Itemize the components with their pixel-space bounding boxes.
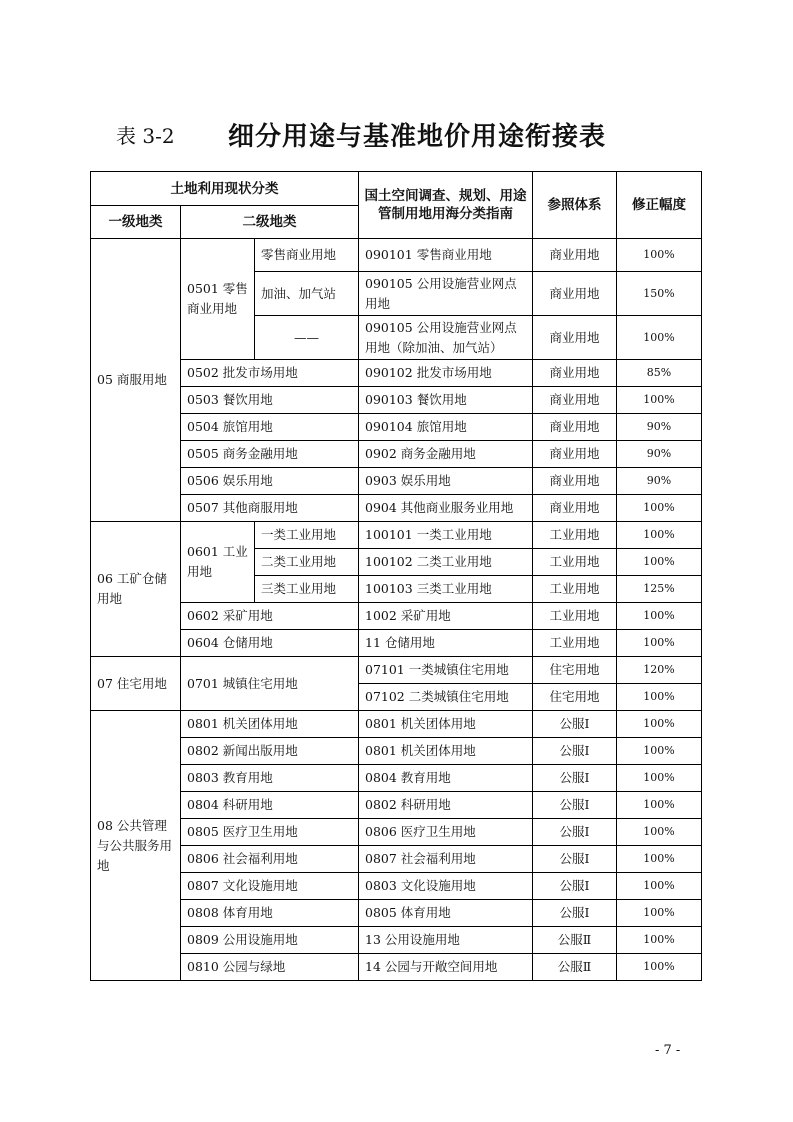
reference-cell: 商业用地 — [533, 495, 617, 522]
correction-cell: 125% — [617, 576, 702, 603]
header-correction: 修正幅度 — [617, 172, 702, 239]
guide-cell: 0805 体育用地 — [359, 900, 533, 927]
level2-cell: 0805 医疗卫生用地 — [181, 819, 359, 846]
level3-cell: —— — [255, 316, 359, 360]
level2-cell: 0807 文化设施用地 — [181, 873, 359, 900]
header-guide: 国土空间调查、规划、用途管制用地用海分类指南 — [359, 172, 533, 239]
reference-cell: 公服Ⅰ — [533, 738, 617, 765]
guide-cell: 14 公园与开敞空间用地 — [359, 954, 533, 981]
correction-cell: 100% — [617, 495, 702, 522]
header-level2: 二级地类 — [181, 206, 359, 239]
reference-cell: 住宅用地 — [533, 657, 617, 684]
guide-cell: 0802 科研用地 — [359, 792, 533, 819]
reference-cell: 工业用地 — [533, 630, 617, 657]
reference-cell: 公服Ⅰ — [533, 711, 617, 738]
correction-cell: 90% — [617, 468, 702, 495]
correction-cell: 100% — [617, 522, 702, 549]
guide-cell: 0806 医疗卫生用地 — [359, 819, 533, 846]
reference-cell: 公服Ⅱ — [533, 954, 617, 981]
correction-cell: 150% — [617, 272, 702, 316]
guide-cell: 0801 机关团体用地 — [359, 711, 533, 738]
level2-cell: 0810 公园与绿地 — [181, 954, 359, 981]
guide-cell: 07102 二类城镇住宅用地 — [359, 684, 533, 711]
reference-cell: 工业用地 — [533, 522, 617, 549]
level2-cell: 0505 商务金融用地 — [181, 441, 359, 468]
level3-cell: 二类工业用地 — [255, 549, 359, 576]
correction-cell: 90% — [617, 441, 702, 468]
correction-cell: 100% — [617, 765, 702, 792]
guide-cell: 090104 旅馆用地 — [359, 414, 533, 441]
reference-cell: 商业用地 — [533, 441, 617, 468]
reference-cell: 工业用地 — [533, 603, 617, 630]
level2-cell: 0802 新闻出版用地 — [181, 738, 359, 765]
correction-cell: 100% — [617, 873, 702, 900]
level2-cell: 0602 采矿用地 — [181, 603, 359, 630]
level2-cell: 0504 旅馆用地 — [181, 414, 359, 441]
reference-cell: 住宅用地 — [533, 684, 617, 711]
level1-cell: 07 住宅用地 — [91, 657, 181, 711]
land-use-mapping-table — [90, 171, 702, 981]
guide-cell: 0803 文化设施用地 — [359, 873, 533, 900]
header-land-use-status: 土地利用现状分类 — [91, 172, 359, 206]
level3-cell: 三类工业用地 — [255, 576, 359, 603]
correction-cell: 100% — [617, 900, 702, 927]
reference-cell: 商业用地 — [533, 360, 617, 387]
level2-cell: 0701 城镇住宅用地 — [181, 657, 359, 711]
correction-cell: 100% — [617, 738, 702, 765]
reference-cell: 公服Ⅰ — [533, 792, 617, 819]
level2-cell: 0809 公用设施用地 — [181, 927, 359, 954]
guide-cell: 100101 一类工业用地 — [359, 522, 533, 549]
reference-cell: 公服Ⅰ — [533, 819, 617, 846]
reference-cell: 商业用地 — [533, 272, 617, 316]
level2-cell: 0503 餐饮用地 — [181, 387, 359, 414]
page-number: - 7 - — [655, 1043, 681, 1058]
guide-cell: 090105 公用设施营业网点用地 — [359, 272, 533, 316]
correction-cell: 120% — [617, 657, 702, 684]
reference-cell: 工业用地 — [533, 549, 617, 576]
guide-cell: 0903 娱乐用地 — [359, 468, 533, 495]
guide-cell: 090102 批发市场用地 — [359, 360, 533, 387]
reference-cell: 商业用地 — [533, 387, 617, 414]
correction-cell: 100% — [617, 954, 702, 981]
level3-cell: 一类工业用地 — [255, 522, 359, 549]
correction-cell: 100% — [617, 684, 702, 711]
reference-cell: 公服Ⅰ — [533, 765, 617, 792]
correction-cell: 100% — [617, 387, 702, 414]
level2-cell: 0803 教育用地 — [181, 765, 359, 792]
correction-cell: 85% — [617, 360, 702, 387]
level2-cell: 0806 社会福利用地 — [181, 846, 359, 873]
reference-cell: 商业用地 — [533, 414, 617, 441]
reference-cell: 公服Ⅰ — [533, 900, 617, 927]
reference-cell: 商业用地 — [533, 316, 617, 360]
correction-cell: 100% — [617, 549, 702, 576]
correction-cell: 100% — [617, 846, 702, 873]
guide-cell: 13 公用设施用地 — [359, 927, 533, 954]
level2-cell: 0506 娱乐用地 — [181, 468, 359, 495]
reference-cell: 商业用地 — [533, 468, 617, 495]
correction-cell: 100% — [617, 316, 702, 360]
level1-cell: 06 工矿仓储用地 — [91, 522, 181, 657]
reference-cell: 公服Ⅱ — [533, 927, 617, 954]
correction-cell: 100% — [617, 239, 702, 272]
guide-cell: 0902 商务金融用地 — [359, 441, 533, 468]
level1-cell: 08 公共管理与公共服务用地 — [91, 711, 181, 981]
table-number: 表 3-2 — [116, 124, 175, 148]
level2-cell: 0801 机关团体用地 — [181, 711, 359, 738]
guide-cell: 090105 公用设施营业网点用地（除加油、加气站） — [359, 316, 533, 360]
correction-cell: 100% — [617, 819, 702, 846]
guide-cell: 1002 采矿用地 — [359, 603, 533, 630]
guide-cell: 0904 其他商业服务业用地 — [359, 495, 533, 522]
level2-cell: 0502 批发市场用地 — [181, 360, 359, 387]
guide-cell: 07101 一类城镇住宅用地 — [359, 657, 533, 684]
level2-cell: 0804 科研用地 — [181, 792, 359, 819]
guide-cell: 0804 教育用地 — [359, 765, 533, 792]
reference-cell: 工业用地 — [533, 576, 617, 603]
guide-cell: 090103 餐饮用地 — [359, 387, 533, 414]
guide-cell: 100102 二类工业用地 — [359, 549, 533, 576]
header-reference: 参照体系 — [533, 172, 617, 239]
guide-cell: 0807 社会福利用地 — [359, 846, 533, 873]
level2-cell: 0808 体育用地 — [181, 900, 359, 927]
reference-cell: 公服Ⅰ — [533, 873, 617, 900]
header-level1: 一级地类 — [91, 206, 181, 239]
reference-cell: 商业用地 — [533, 239, 617, 272]
level1-cell: 05 商服用地 — [91, 239, 181, 522]
level2-cell: 0507 其他商服用地 — [181, 495, 359, 522]
correction-cell: 100% — [617, 603, 702, 630]
reference-cell: 公服Ⅰ — [533, 846, 617, 873]
level3-cell: 加油、加气站 — [255, 272, 359, 316]
correction-cell: 100% — [617, 711, 702, 738]
correction-cell: 90% — [617, 414, 702, 441]
guide-cell: 0801 机关团体用地 — [359, 738, 533, 765]
correction-cell: 100% — [617, 630, 702, 657]
guide-cell: 11 仓储用地 — [359, 630, 533, 657]
guide-cell: 090101 零售商业用地 — [359, 239, 533, 272]
correction-cell: 100% — [617, 927, 702, 954]
table-title: 细分用途与基准地价用途衔接表 — [228, 122, 607, 152]
level2-cell: 0604 仓储用地 — [181, 630, 359, 657]
guide-cell: 100103 三类工业用地 — [359, 576, 533, 603]
level3-cell: 零售商业用地 — [255, 239, 359, 272]
correction-cell: 100% — [617, 792, 702, 819]
level2-cell: 0601 工业用地 — [181, 522, 255, 603]
level2-cell: 0501 零售商业用地 — [181, 239, 255, 360]
